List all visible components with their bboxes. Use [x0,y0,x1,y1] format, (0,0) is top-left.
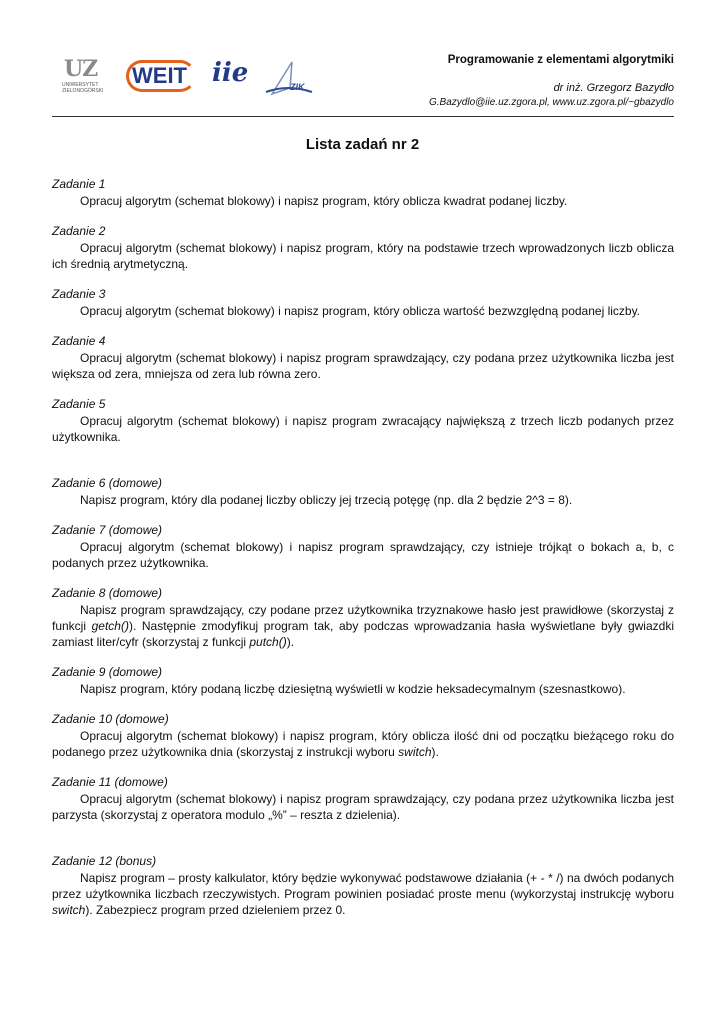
task-text: Opracuj algorytm (schemat blokowy) i napisz program sprawdzający, czy podana przez użytkownika liczba jest parzysta (skorzystaj z operatora modulo „%” – reszta z dzielenia). [52,792,674,822]
task-item [52,774,674,823]
uz-logo-mark: UZ [64,56,98,82]
task-label: Zadanie 3 [52,287,106,301]
task-label: Zadanie 6 (domowe) [52,476,163,490]
task-label: Zadanie 8 (domowe) [52,586,163,600]
task-description [52,240,674,272]
code-reference: switch [398,745,432,759]
task-text: Napisz program sprawdzający, czy podane przez użytkownika trzyznakowe hasło jest prawidłowe (skorzystaj z funkcji [52,603,674,633]
task-text: Opracuj algorytm (schemat blokowy) i napisz program sprawdzający, czy podana przez użytkownika liczba jest większa od zera, mniejsza od zera lub równa zero. [52,351,674,381]
task-text: ). [431,745,439,759]
task-item [52,522,674,571]
author-contact: G.Bazydlo@iie.uz.zgora.pl, www.uz.zgora.pl/~gbazydlo [429,97,674,108]
task-text: Opracuj algorytm (schemat blokowy) i napisz program, który na podstawie trzech wprowadzonych liczb oblicza ich średnią arytmetyczną. [52,241,674,271]
task-item [52,853,674,918]
task-description [52,492,674,508]
course-title: Programowanie z elementami algorytmiki [447,54,674,66]
task-text: Opracuj algorytm (schemat blokowy) i napisz program sprawdzający, czy istnieje trójkąt o bokach a, b, c podanych przez użytkownika. [52,540,674,570]
task-item [52,475,674,508]
task-item [52,223,674,272]
task-label: Zadanie 11 (domowe) [52,775,168,789]
task-text: Napisz program, który podaną liczbę dziesiętną wyświetli w kodzie heksadecymalnym (szesnastkowo). [80,682,626,696]
task-description [52,539,674,571]
document-title: Lista zadań nr 2 [305,136,420,153]
zik-logo-icon [262,58,316,102]
code-reference: switch [52,903,86,917]
author-name: dr inż. Grzegorz Bazydło [553,82,674,94]
task-item [52,333,674,382]
weit-logo [126,60,198,94]
task-text: Opracuj algorytm (schemat blokowy) i napisz program, który oblicza wartość bezwzględną podanej liczby. [80,304,641,318]
task-description [52,870,674,918]
weit-logo-text: WEIT [132,63,187,88]
page-header [52,44,674,117]
task-text: Opracuj algorytm (schemat blokowy) i napisz program, który oblicza ilość dni od początku bieżącego roku do podanego przez użytkownika dnia (skorzystaj z instrukcji wyboru [52,729,674,759]
task-item [52,286,674,319]
task-text: ). Zabezpiecz program przed dzieleniem przez 0. [85,903,346,917]
task-label: Zadanie 12 (bonus) [52,854,157,868]
task-label: Zadanie 5 [52,397,106,411]
task-label: Zadanie 10 (domowe) [52,712,169,726]
task-description [52,350,674,382]
task-label: Zadanie 4 [52,334,106,348]
task-description [52,413,674,445]
task-text: Napisz program, który dla podanej liczby obliczy jej trzecią potęgę (np. dla 2 będzie 2^3 = 8). [80,493,573,507]
task-list [52,176,674,932]
task-item [52,664,674,697]
zik-logo [262,58,316,102]
iie-logo [210,58,254,98]
uz-logo-text: UNIWERSYTET [62,82,99,88]
task-item [52,585,674,650]
logo-strip [60,56,320,104]
zik-logo-text: ZIK [290,82,305,92]
task-description [52,193,674,209]
task-text: Napisz program – prosty kalkulator, który będzie wykonywać podstawowe działania (+ - * /) na dwóch podanych przez użytkownika liczbach rzeczywistych. Program powinien posiadać proste menu (wykorzystaj instrukcję wyboru [52,871,674,901]
uz-logo-text-2: ZIELONOGÓRSKI [62,88,104,94]
task-label: Zadanie 9 (domowe) [52,665,163,679]
task-description [52,602,674,650]
task-description [52,791,674,823]
task-label: Zadanie 2 [52,224,106,238]
code-reference: putch() [249,635,287,649]
task-label: Zadanie 1 [52,177,106,191]
university-logo [60,56,116,102]
code-reference: getch() [91,619,129,633]
task-description [52,728,674,760]
task-item [52,711,674,760]
task-text: Opracuj algorytm (schemat blokowy) i napisz program, który oblicza kwadrat podanej liczby. [80,194,568,208]
task-label: Zadanie 7 (domowe) [52,523,163,537]
task-text: ). Następnie zmodyfikuj program tak, aby podczas wprowadzania hasła wyświetlane były gwiazdki zamiast liter/cyfr (skorzystaj z funkcji [52,619,674,649]
task-text: Opracuj algorytm (schemat blokowy) i napisz program zwracający największą z trzech liczb podanych przez użytkownika. [52,414,674,444]
task-item [52,176,674,209]
task-description [52,303,674,319]
task-description [52,681,674,697]
task-item [52,396,674,445]
iie-logo-text: iie [212,58,249,88]
task-text: ). [286,635,295,649]
